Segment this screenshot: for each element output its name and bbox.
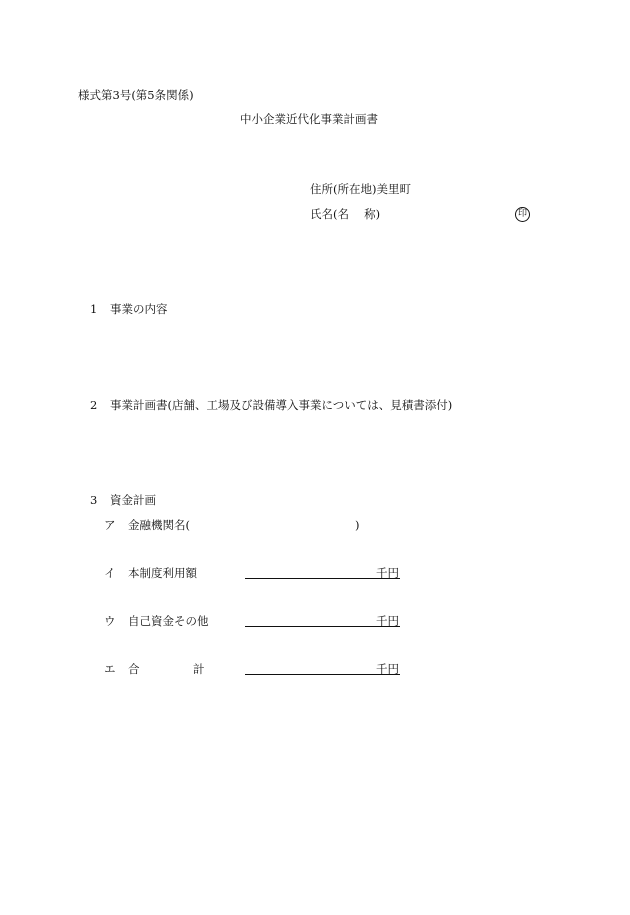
section-2-label: 事業計画書(店舗、工場及び設備導入事業については、見積書添付) — [110, 398, 453, 412]
program-amount-label: 本制度利用額 — [128, 566, 197, 580]
total-label-part1: 合 — [128, 662, 140, 676]
item-u-mark: ウ — [104, 614, 116, 628]
own-funds-label: 自己資金その他 — [128, 614, 209, 628]
program-amount-unit: 千円 — [376, 566, 399, 580]
item-e-mark: エ — [104, 662, 116, 676]
bank-name-label: 金融機関名( — [128, 518, 190, 532]
own-funds-unit: 千円 — [376, 614, 399, 628]
section-1-number: 1 — [90, 302, 98, 316]
bank-name-close: ) — [355, 518, 360, 532]
total-unit: 千円 — [376, 662, 399, 676]
page-title: 中小企業近代化事業計画書 — [240, 112, 378, 126]
address-label: 住所(所在地)美里町 — [310, 182, 411, 196]
seal-mark: 印 — [515, 207, 530, 222]
section-3-number: 3 — [90, 493, 98, 507]
item-i-mark: イ — [104, 566, 116, 580]
section-1-label: 事業の内容 — [110, 302, 168, 316]
section-3-label: 資金計画 — [110, 493, 156, 507]
total-label-part2: 計 — [193, 662, 205, 676]
section-2-number: 2 — [90, 398, 98, 412]
form-number: 様式第3号(第5条関係) — [78, 88, 194, 102]
item-a-mark: ア — [104, 518, 116, 532]
name-label: 氏名(名 称) — [310, 207, 381, 221]
